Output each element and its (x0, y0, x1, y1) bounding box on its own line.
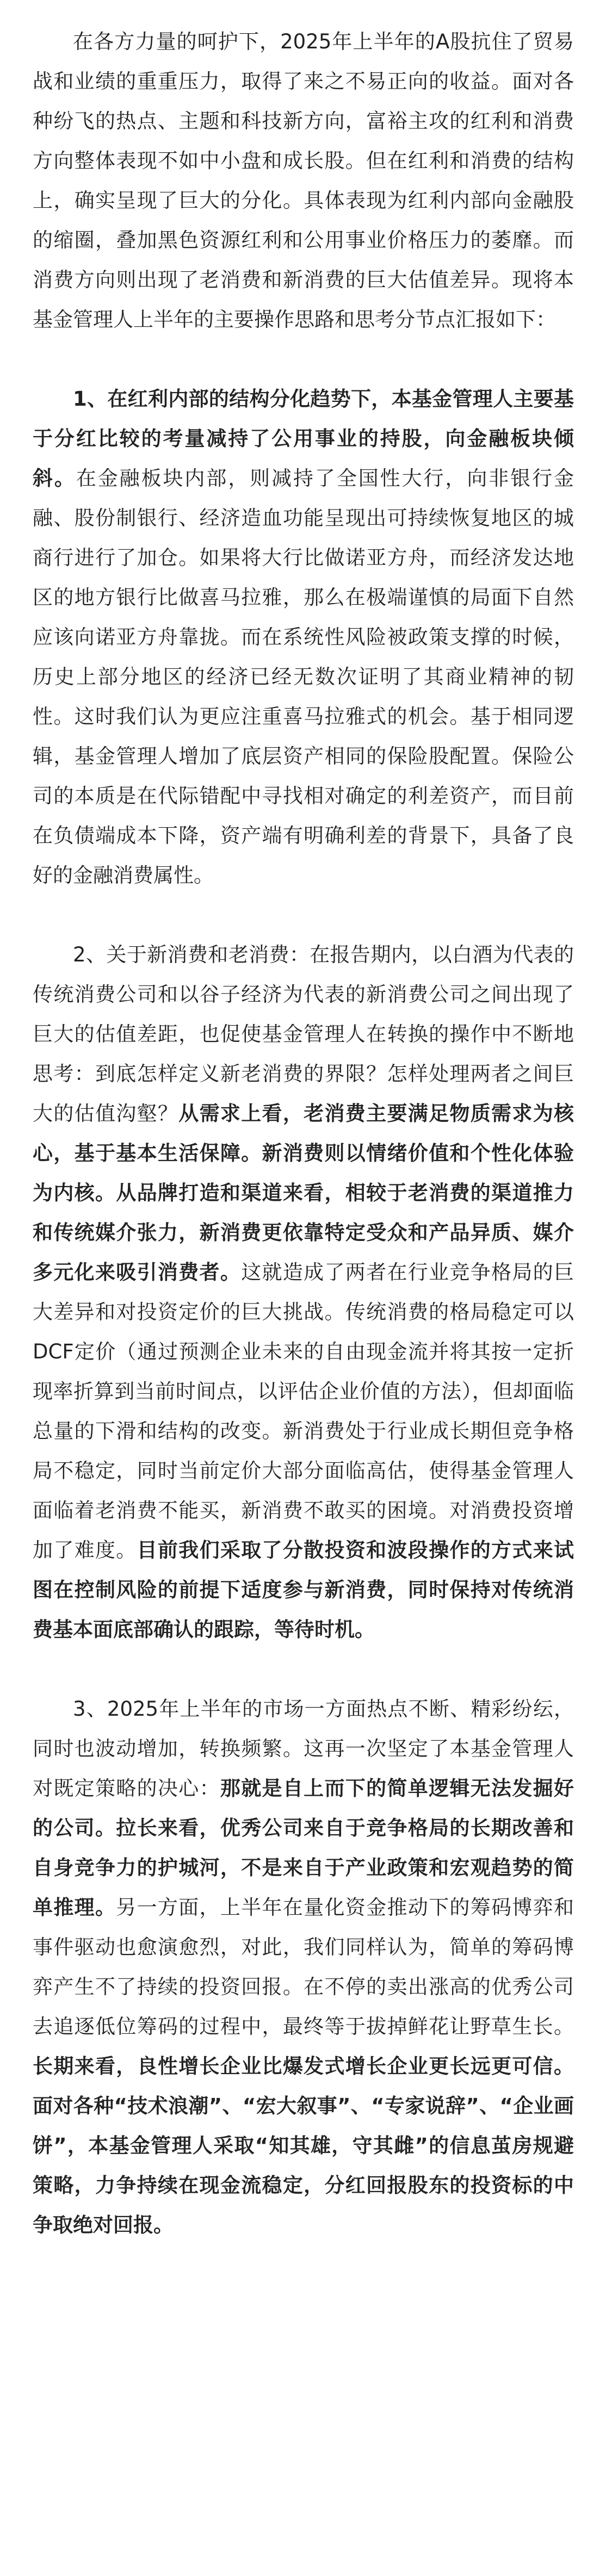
bold-text-segment: 从需求上看，老消费主要满足物质需求为核心，基于基本生活保障。新消费则以情绪价值和个性化体验为内核。从品牌打造和渠道来看，相较于老消费的渠道推力和传统媒介张力，新消费更依靠特定受众和产品异质、媒介多元化来吸引消费者。 (33, 1102, 574, 1284)
paragraph-3 (33, 935, 574, 1649)
text-segment: 3、2025年上半年的市场一方面热点不断、精彩纷纭，同时也波动增加，转换频繁。这再一次坚定了本基金管理人对既定策略的决心： (33, 1697, 574, 1800)
bold-text-segment: 长期来看，良性增长企业比爆发式增长企业更长远更可信。面对各种“技术浪潮”、“宏大叙事”、“专家说辞”、“企业画饼”，本基金管理人采取“知其雄，守其雌”的信息茧房规避策略，力争持续在现金流稳定，分红回报股东的投资标的中争取绝对回报。 (33, 2054, 574, 2237)
bold-text-segment: 目前我们采取了分散投资和波段操作的方式来试图在控制风险的前提下适度参与新消费，同时保持对传统消费基本面底部确认的跟踪，等待时机。 (33, 1538, 574, 1641)
text-segment: 在金融板块内部，则减持了全国性大行，向非银行金融、股份制银行、经济造血功能呈现出可持续恢复地区的城商行进行了加仓。如果将大行比做诺亚方舟，而经济发达地区的地方银行比做喜马拉雅，那么在极端谨慎的局面下自然应该向诺亚方舟靠拢。而在系统性风险被政策支撑的时候，历史上部分地区的经济已经无数次证明了其商业精神的韧性。这时我们认为更应注重喜马拉雅式的机会。基于相同逻辑，基金管理人增加了底层资产相同的保险股配置。保险公司的本质是在代际错配中寻找相对确定的利差资产，而目前在负债端成本下降，资产端有明确利差的背景下，具备了良好的金融消费属性。 (33, 467, 574, 887)
paragraph-2 (33, 379, 574, 895)
paragraph-4 (33, 1689, 574, 2245)
text-segment: 2、关于新消费和老消费：在报告期内，以白酒为代表的传统消费公司和以谷子经济为代表的新消费公司之间出现了巨大的估值差距，也促使基金管理人在转换的操作中不断地思考：到底怎样定义新老消费的界限？怎样处理两者之间巨大的估值沟壑？ (33, 943, 574, 1125)
paragraph-1 (33, 22, 574, 339)
bold-text-segment: 1、在红利内部的结构分化趋势下，本基金管理人主要基于分红比较的考量减持了公用事业的持股，向金融板块倾斜。 (33, 387, 574, 490)
text-segment: 另一方面，上半年在量化资金推动下的筹码博弈和事件驱动也愈演愈烈，对此，我们同样认为，简单的筹码博弈产生不了持续的投资回报。在不停的卖出涨高的优秀公司去追逐低位筹码的过程中，最终等于拔掉鲜花让野草生长。 (33, 1896, 574, 2038)
text-segment: 在各方力量的呵护下，2025年上半年的A股抗住了贸易战和业绩的重重压力，取得了来之不易正向的收益。面对各种纷飞的热点、主题和科技新方向，富裕主攻的红利和消费方向整体表现不如中小盘和成长股。但在红利和消费的结构上，确实呈现了巨大的分化。具体表现为红利内部向金融股的缩圈，叠加黑色资源红利和公用事业价格压力的萎靡。而消费方向则出现了老消费和新消费的巨大估值差异。现将本基金管理人上半年的主要操作思路和思考分节点汇报如下： (33, 30, 574, 331)
text-segment: 这就造成了两者在行业竞争格局的巨大差异和对投资定价的巨大挑战。传统消费的格局稳定可以DCF定价（通过预测企业未来的自由现金流并将其按一定折现率折算到当前时间点，以评估企业价值的方法），但却面临总量的下滑和结构的改变。新消费处于行业成长期但竞争格局不稳定，同时当前定价大部分面临高估，使得基金管理人面临着老消费不能买，新消费不敢买的困境。对消费投资增加了难度。 (33, 1261, 574, 1562)
bold-text-segment: 那就是自上而下的简单逻辑无法发掘好的公司。拉长来看，优秀公司来自于竞争格局的长期改善和自身竞争力的护城河，不是来自于产业政策和宏观趋势的简单推理。 (33, 1777, 574, 1919)
